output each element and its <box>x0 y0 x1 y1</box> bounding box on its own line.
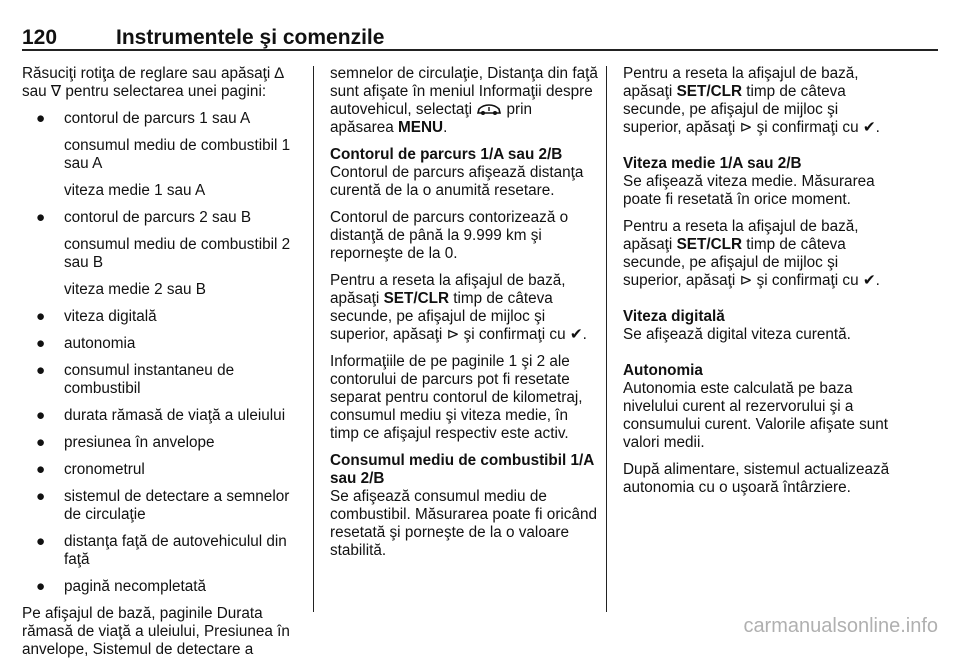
car-info-icon <box>476 103 502 116</box>
bullet: ● <box>36 308 46 325</box>
bullet: ● <box>36 488 46 505</box>
paragraph: Autonomia este calculată pe baza nivelului curent al rezervorului şi a consumului curent. Valorile afişate sunt valori medii. <box>623 380 888 451</box>
page-header <box>22 26 938 50</box>
set-clr-key: SET/CLR <box>676 83 743 100</box>
sub-item: consumul mediu de combustibil 2 sau B <box>64 236 291 271</box>
play-icon: ⊳ <box>739 119 753 136</box>
column-2 <box>330 65 598 569</box>
subheading: Viteza medie 1/A sau 2/B <box>623 155 802 172</box>
paragraph: Pentru a reseta la afişajul de bază, apăsaţi SET/CLR timp de câteva secunde, pe afişajul de mijloc şi superior, apăsaţi ⊳ şi confirmaţi cu ✔. <box>623 218 880 289</box>
play-icon: ⊳ <box>446 326 460 343</box>
page-list <box>22 110 302 596</box>
set-clr-key: SET/CLR <box>676 236 743 253</box>
list-item: ● contorul de parcurs 1 sau A consumul mediu de combustibil 1 sau A viteza medie 1 sau A <box>22 110 302 200</box>
paragraph: Pentru a reseta la afişajul de bază, apăsaţi SET/CLR timp de câteva secunde, pe afişajul de mijloc şi superior, apăsaţi ⊳ şi confirmaţi cu ✔. <box>623 65 880 136</box>
bullet: ● <box>36 461 46 478</box>
list-item: ● autonomia <box>36 335 136 352</box>
list-item: ● distanţa faţă de autovehiculul din faţă <box>36 533 287 568</box>
bullet: ● <box>36 533 46 550</box>
column-3 <box>623 65 893 506</box>
list-item: ● pagină necompletată <box>36 578 207 595</box>
bullet: ● <box>36 407 46 424</box>
section-title: Instrumentele şi comenzile <box>116 26 385 49</box>
subheading: Contorul de parcurs 1/A sau 2/B <box>330 146 563 163</box>
subheading: Consumul mediu de combustibil 1/A sau 2/B <box>330 452 594 487</box>
paragraph: Pentru a reseta la afişajul de bază, apăsaţi SET/CLR timp de câteva secunde, pe afişajul de mijloc şi superior, apăsaţi ⊳ şi confirmaţi cu ✔. <box>330 272 587 343</box>
paragraph: Contorul de parcurs contorizează o distanţă de până la 9.999 km şi reporneşte de la 0. <box>330 209 569 262</box>
bullet: ● <box>36 110 46 127</box>
play-icon: ⊳ <box>739 272 753 289</box>
list-item: ● consumul instantaneu de combustibil <box>36 362 235 397</box>
menu-key: MENU <box>398 119 444 136</box>
column-1 <box>22 65 302 668</box>
paragraph: Se afişează consumul mediu de combustibil. Măsurarea poate fi oricând resetată şi porneşte de la o valoare stabilită. <box>330 488 597 559</box>
paragraph: Informaţiile de pe paginile 1 şi 2 ale contorului de parcurs pot fi resetate separat pentru contorul de kilometraj, consumul mediu şi viteza medie, în timp ce afişajul respectiv este activ. <box>330 353 583 442</box>
sub-item: viteza medie 1 sau A <box>64 182 206 199</box>
list-item: ● cronometrul <box>36 461 145 478</box>
bullet: ● <box>36 335 46 352</box>
bullet: ● <box>36 209 46 226</box>
list-item: ● durata rămasă de viaţă a uleiului <box>36 407 286 424</box>
list-item: ● contorul de parcurs 2 sau B consumul mediu de combustibil 2 sau B viteza medie 2 sau B <box>22 209 302 299</box>
column-divider-2 <box>606 66 607 612</box>
page-number: 120 <box>22 26 58 49</box>
bullet: ● <box>36 434 46 451</box>
outro-text: Pe afişajul de bază, paginile Durata rămasă de viaţă a uleiului, Presiunea în anvelope, Sistemul de detectare a <box>22 605 290 658</box>
list-item: ● viteza digitală <box>36 308 157 325</box>
sub-item: viteza medie 2 sau B <box>64 281 206 298</box>
paragraph: Se afişează viteza medie. Măsurarea poate fi resetată în orice moment. <box>623 173 875 208</box>
paragraph: semnelor de circulaţie, Distanţa din faţă sunt afişate în meniul Informaţii despre autovehicul, selectaţi prin apăsarea MENU. <box>330 65 598 136</box>
sub-item: consumul mediu de combustibil 1 sau A <box>64 137 291 172</box>
subheading: Autonomia <box>623 362 703 379</box>
check-icon: ✔ <box>862 119 876 136</box>
paragraph: După alimentare, sistemul actualizează autonomia cu o uşoară întârziere. <box>623 461 890 496</box>
list-item: ● sistemul de detectare a semnelor de circulaţie <box>36 488 290 523</box>
bullet: ● <box>36 578 46 595</box>
subheading: Viteza digitală <box>623 308 725 325</box>
paragraph: Se afişează digital viteza curentă. <box>623 326 851 343</box>
list-item: ● presiunea în anvelope <box>36 434 215 451</box>
bullet: ● <box>36 362 46 379</box>
intro-text: Răsuciţi rotiţa de reglare sau apăsaţi ∆ sau ∇ pentru selectarea unei pagini: <box>22 65 284 100</box>
watermark: carmanualsonline.info <box>743 615 938 637</box>
check-icon: ✔ <box>862 272 876 289</box>
header-rule <box>22 49 938 51</box>
column-divider-1 <box>313 66 314 612</box>
check-icon: ✔ <box>569 326 583 343</box>
paragraph: Contorul de parcurs afişează distanţa curentă de la o anumită resetare. <box>330 164 584 199</box>
set-clr-key: SET/CLR <box>383 290 450 307</box>
